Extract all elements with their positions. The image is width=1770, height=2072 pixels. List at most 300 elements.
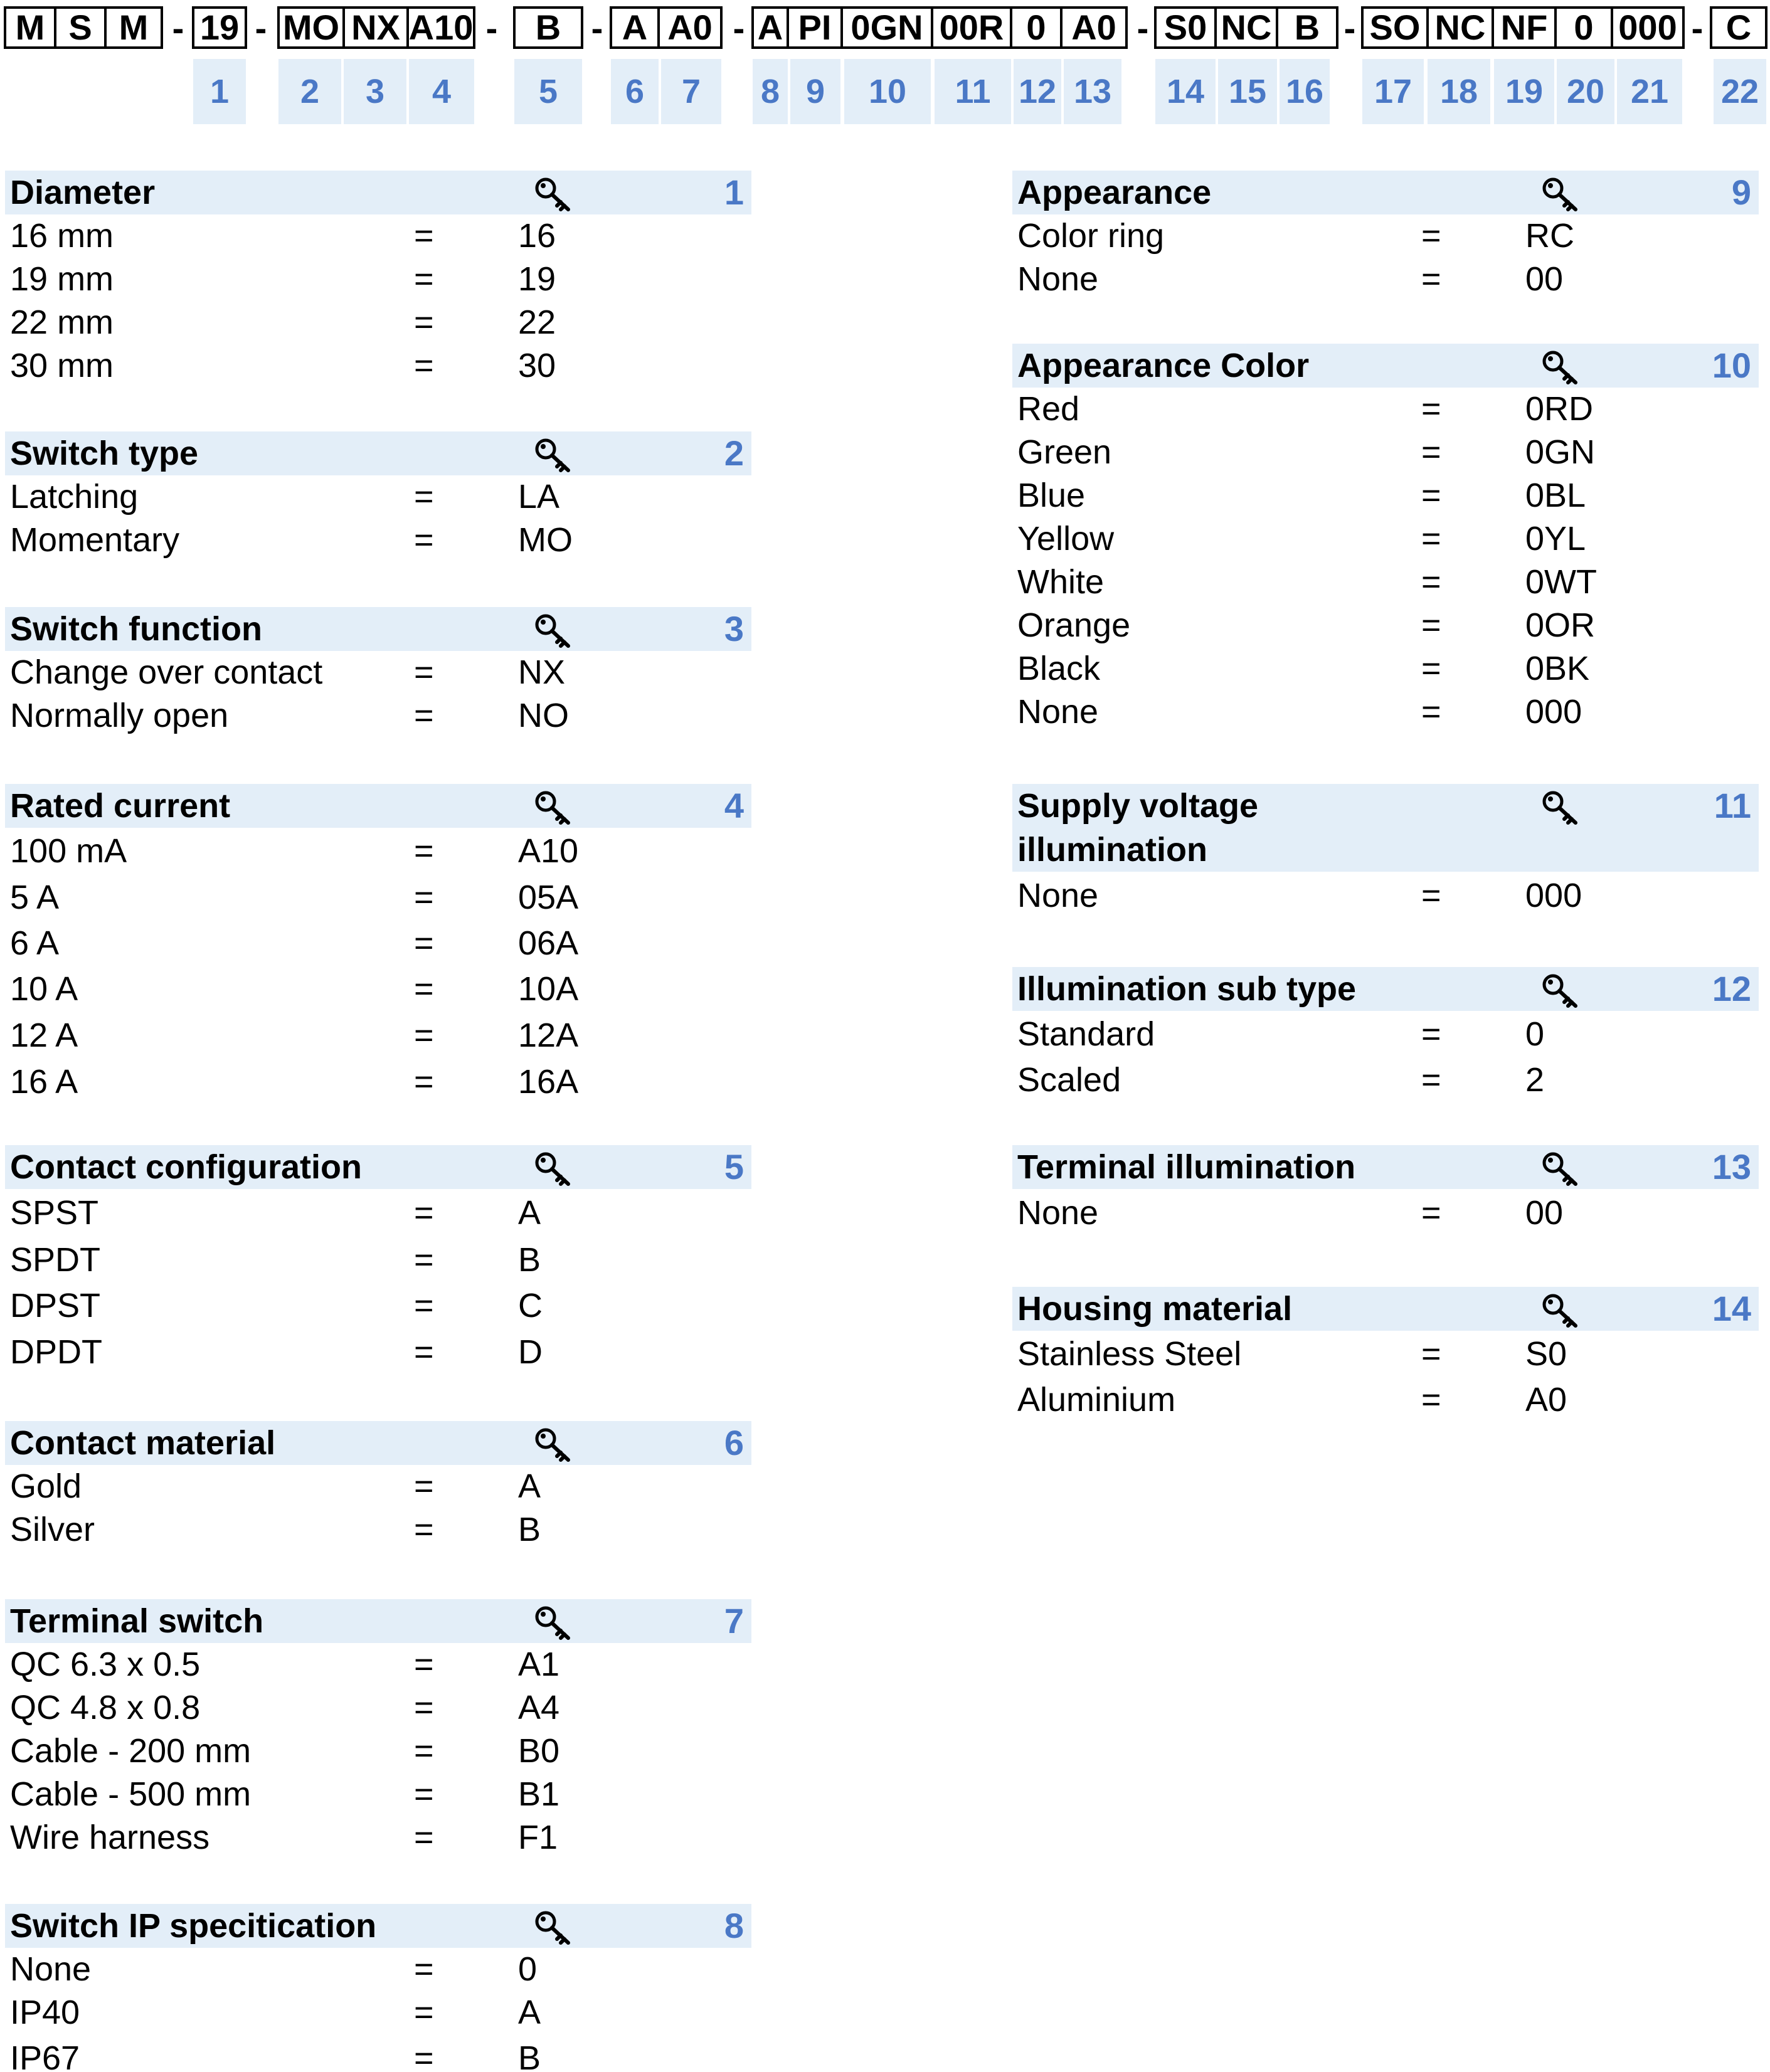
section-title: Switch IP specitication xyxy=(10,1907,377,1945)
section-contact-material xyxy=(5,1421,751,1551)
code-box: 0GN xyxy=(840,6,933,49)
option-label: None xyxy=(1017,260,1099,298)
option-row xyxy=(5,2034,751,2071)
section-number: 7 xyxy=(724,1601,744,1641)
option-row xyxy=(5,1283,751,1328)
code-box: A10 xyxy=(406,6,475,49)
equals-sign: = xyxy=(1421,433,1441,471)
section-header xyxy=(5,431,751,475)
equals-sign: = xyxy=(414,924,434,962)
equals-sign: = xyxy=(1421,477,1441,514)
code-box: MO xyxy=(277,6,345,49)
section-header xyxy=(5,1145,751,1189)
option-code: 19 xyxy=(518,260,556,298)
code-box: 000 xyxy=(1611,6,1685,49)
code-position-number: 10 xyxy=(844,59,931,124)
option-row xyxy=(1012,431,1759,474)
section-number: 11 xyxy=(1714,786,1751,825)
equals-sign: = xyxy=(414,1333,434,1371)
option-label: 5 A xyxy=(10,879,60,916)
code-position-number: 9 xyxy=(790,59,840,124)
equals-sign: = xyxy=(414,1775,434,1813)
equals-sign: = xyxy=(414,1467,434,1505)
option-row xyxy=(1012,517,1759,561)
option-code: S0 xyxy=(1525,1335,1567,1373)
option-row xyxy=(1012,1057,1759,1102)
section-title: Appearance xyxy=(1017,174,1212,211)
section-number: 5 xyxy=(724,1147,744,1187)
option-label: Yellow xyxy=(1017,520,1115,558)
option-code: 06A xyxy=(518,924,579,962)
option-code: 0BL xyxy=(1525,477,1586,514)
code-position-number: 21 xyxy=(1617,59,1682,124)
option-label: Normally open xyxy=(10,697,229,734)
code-position-number: 20 xyxy=(1557,59,1614,124)
option-label: Black xyxy=(1017,650,1101,687)
option-row xyxy=(5,921,751,966)
section-title: illumination xyxy=(1017,831,1207,869)
option-code: A0 xyxy=(1525,1381,1567,1419)
section-number: 10 xyxy=(1712,346,1751,385)
option-code: 00 xyxy=(1525,1194,1564,1232)
key-icon xyxy=(1540,789,1581,827)
option-label: 16 mm xyxy=(10,217,114,255)
section-appearance xyxy=(1012,171,1759,301)
section-diameter xyxy=(5,171,751,388)
option-row xyxy=(5,694,751,737)
option-row xyxy=(5,1012,751,1059)
code-box: 19 xyxy=(192,6,247,49)
section-number: 3 xyxy=(724,609,744,648)
code-position-number: 2 xyxy=(278,59,341,124)
section-header xyxy=(5,784,751,828)
option-code: 0GN xyxy=(1525,433,1596,471)
code-position-number: 7 xyxy=(661,59,721,124)
code-box: A0 xyxy=(1060,6,1128,49)
section-title: Illumination sub type xyxy=(1017,970,1357,1008)
option-row xyxy=(5,1508,751,1551)
section-switch-type xyxy=(5,431,751,562)
section-header xyxy=(1012,784,1759,872)
option-row xyxy=(5,344,751,388)
equals-sign: = xyxy=(1421,390,1441,428)
section-title: Contact material xyxy=(10,1424,276,1462)
option-code: A xyxy=(518,1994,541,2031)
option-code: 12A xyxy=(518,1017,579,1054)
code-position-number: 6 xyxy=(611,59,659,124)
option-row xyxy=(1012,647,1759,690)
code-box: 0 xyxy=(1554,6,1613,49)
option-row xyxy=(5,1948,751,1991)
option-row xyxy=(5,1465,751,1508)
code-position-number: 17 xyxy=(1362,59,1424,124)
code-position-number: 13 xyxy=(1064,59,1121,124)
equals-sign: = xyxy=(414,1194,434,1232)
section-number: 13 xyxy=(1712,1147,1751,1187)
option-label: 10 A xyxy=(10,970,78,1008)
option-label: DPDT xyxy=(10,1333,102,1371)
equals-sign: = xyxy=(1421,1335,1441,1373)
option-code: MO xyxy=(518,521,573,559)
code-position-number: 19 xyxy=(1494,59,1554,124)
option-code: 22 xyxy=(518,304,556,341)
code-position-number: 18 xyxy=(1428,59,1490,124)
section-header xyxy=(1012,171,1759,214)
section-header xyxy=(5,171,751,214)
section-number: 8 xyxy=(724,1906,744,1945)
section-title: Terminal switch xyxy=(10,1602,264,1640)
option-code: 05A xyxy=(518,879,579,916)
option-code: A1 xyxy=(518,1646,560,1683)
option-label: None xyxy=(1017,1194,1099,1232)
equals-sign: = xyxy=(414,521,434,559)
option-row xyxy=(5,475,751,519)
equals-sign: = xyxy=(414,1732,434,1770)
code-separator: - xyxy=(733,8,745,48)
section-title: Terminal illumination xyxy=(1017,1148,1356,1186)
code-position-number: 22 xyxy=(1714,59,1766,124)
section-number: 4 xyxy=(724,786,744,825)
option-code: 0WT xyxy=(1525,563,1597,601)
option-row xyxy=(5,966,751,1012)
equals-sign: = xyxy=(414,478,434,515)
equals-sign: = xyxy=(414,1950,434,1988)
code-bar xyxy=(0,0,1770,132)
equals-sign: = xyxy=(414,832,434,870)
option-label: Scaled xyxy=(1017,1061,1121,1099)
key-icon xyxy=(533,1604,573,1642)
option-label: 22 mm xyxy=(10,304,114,341)
option-label: 12 A xyxy=(10,1017,78,1054)
code-box: C xyxy=(1710,6,1767,49)
equals-sign: = xyxy=(414,1017,434,1054)
option-label: 19 mm xyxy=(10,260,114,298)
equals-sign: = xyxy=(414,1241,434,1279)
option-code: A4 xyxy=(518,1689,560,1726)
option-code: 16A xyxy=(518,1063,579,1101)
code-box: A0 xyxy=(657,6,723,49)
equals-sign: = xyxy=(1421,563,1441,601)
option-row xyxy=(5,301,751,344)
option-label: Orange xyxy=(1017,606,1131,644)
code-separator: - xyxy=(591,8,603,48)
section-contact-configuration xyxy=(5,1145,751,1376)
option-row xyxy=(5,1773,751,1816)
code-box: S xyxy=(54,6,107,49)
equals-sign: = xyxy=(414,1511,434,1548)
key-icon xyxy=(533,436,573,474)
section-title: Housing material xyxy=(1017,1290,1293,1328)
option-label: 30 mm xyxy=(10,347,114,384)
equals-sign: = xyxy=(414,347,434,384)
option-row xyxy=(5,1991,751,2034)
equals-sign: = xyxy=(414,697,434,734)
option-code: 0OR xyxy=(1525,606,1596,644)
option-label: IP40 xyxy=(10,1994,80,2031)
code-box: NF xyxy=(1492,6,1557,49)
code-box: SO xyxy=(1361,6,1429,49)
section-header xyxy=(5,607,751,651)
code-box: S0 xyxy=(1154,6,1217,49)
key-icon xyxy=(1540,176,1581,213)
code-separator: - xyxy=(485,8,498,48)
code-separator: - xyxy=(1137,8,1149,48)
option-label: None xyxy=(1017,877,1099,914)
option-code: D xyxy=(518,1333,543,1371)
code-position-number: 12 xyxy=(1014,59,1061,124)
option-label: Cable - 500 mm xyxy=(10,1775,252,1813)
option-row xyxy=(5,519,751,562)
option-label: Wire harness xyxy=(10,1819,210,1856)
option-code: 000 xyxy=(1525,877,1582,914)
code-box: A xyxy=(610,6,660,49)
option-label: 6 A xyxy=(10,924,60,962)
equals-sign: = xyxy=(1421,520,1441,558)
section-header xyxy=(1012,344,1759,388)
option-label: QC 4.8 x 0.8 xyxy=(10,1689,201,1726)
option-label: Stainless Steel xyxy=(1017,1335,1242,1373)
option-label: Green xyxy=(1017,433,1112,471)
equals-sign: = xyxy=(414,217,434,255)
option-code: 30 xyxy=(518,347,556,384)
option-code: LA xyxy=(518,478,560,515)
option-code: B xyxy=(518,1241,541,1279)
option-code: A10 xyxy=(518,832,579,870)
option-label: Red xyxy=(1017,390,1080,428)
option-code: 0BK xyxy=(1525,650,1590,687)
option-row xyxy=(5,258,751,301)
option-row xyxy=(5,874,751,921)
option-row xyxy=(5,1059,751,1105)
option-row xyxy=(1012,1377,1759,1422)
section-header xyxy=(5,1599,751,1643)
equals-sign: = xyxy=(1421,1061,1441,1099)
option-code: B xyxy=(518,1511,541,1548)
option-row xyxy=(5,1237,751,1283)
section-header xyxy=(5,1904,751,1948)
equals-sign: = xyxy=(1421,260,1441,298)
code-box: A xyxy=(751,6,789,49)
code-position-number: 4 xyxy=(409,59,474,124)
option-row xyxy=(5,1189,751,1237)
section-housing-material xyxy=(1012,1287,1759,1422)
section-switch-ip-specification xyxy=(5,1904,751,2071)
option-label: Change over contact xyxy=(10,653,323,691)
option-code: 2 xyxy=(1525,1061,1545,1099)
option-label: None xyxy=(10,1950,92,1988)
code-separator: - xyxy=(1343,8,1356,48)
option-code: A xyxy=(518,1467,541,1505)
code-box: NX xyxy=(342,6,409,49)
code-separator: - xyxy=(172,8,184,48)
option-code: 0RD xyxy=(1525,390,1594,428)
option-row xyxy=(1012,561,1759,604)
key-icon xyxy=(533,176,573,213)
section-header xyxy=(1012,1287,1759,1331)
option-code: RC xyxy=(1525,217,1574,255)
section-illumination-sub-type xyxy=(1012,967,1759,1102)
equals-sign: = xyxy=(414,1819,434,1856)
code-box: B xyxy=(1276,6,1338,49)
code-box: B xyxy=(513,6,583,49)
section-title: Diameter xyxy=(10,174,156,211)
equals-sign: = xyxy=(1421,877,1441,914)
option-label: SPDT xyxy=(10,1241,101,1279)
code-separator: - xyxy=(255,8,267,48)
option-code: B0 xyxy=(518,1732,560,1770)
section-switch-function xyxy=(5,607,751,737)
option-label: White xyxy=(1017,563,1105,601)
key-icon xyxy=(533,1426,573,1464)
section-number: 14 xyxy=(1712,1289,1751,1328)
option-row xyxy=(1012,604,1759,647)
section-title: Rated current xyxy=(10,787,231,825)
code-position-number: 1 xyxy=(193,59,246,124)
code-box: M xyxy=(4,6,56,49)
option-label: Color ring xyxy=(1017,217,1165,255)
code-box: NC xyxy=(1426,6,1494,49)
equals-sign: = xyxy=(414,1646,434,1683)
section-title: Switch type xyxy=(10,435,199,472)
option-code: 000 xyxy=(1525,693,1582,731)
section-number: 1 xyxy=(724,172,744,212)
option-label: None xyxy=(1017,693,1099,731)
section-title: Switch function xyxy=(10,610,262,648)
key-icon xyxy=(1540,1292,1581,1329)
equals-sign: = xyxy=(414,653,434,691)
option-label: 100 mA xyxy=(10,832,127,870)
option-code: NO xyxy=(518,697,569,734)
equals-sign: = xyxy=(414,2039,434,2071)
section-terminal-illumination xyxy=(1012,1145,1759,1237)
key-icon xyxy=(1540,972,1581,1010)
code-separator: - xyxy=(1691,8,1704,48)
equals-sign: = xyxy=(1421,693,1441,731)
equals-sign: = xyxy=(414,1287,434,1324)
option-code: 00 xyxy=(1525,260,1564,298)
option-row xyxy=(1012,690,1759,734)
option-label: Aluminium xyxy=(1017,1381,1176,1419)
option-row xyxy=(5,1730,751,1773)
code-position-number: 5 xyxy=(514,59,582,124)
option-code: A xyxy=(518,1194,541,1232)
option-label: Gold xyxy=(10,1467,82,1505)
key-icon xyxy=(533,1150,573,1188)
section-terminal-switch xyxy=(5,1599,751,1859)
option-label: 16 A xyxy=(10,1063,78,1101)
option-row xyxy=(5,1328,751,1376)
key-icon xyxy=(1540,1150,1581,1188)
option-code: B xyxy=(518,2039,541,2071)
code-box: M xyxy=(104,6,163,49)
option-row xyxy=(5,1643,751,1686)
option-code: 0 xyxy=(1525,1015,1545,1053)
equals-sign: = xyxy=(414,1994,434,2031)
code-position-number: 14 xyxy=(1155,59,1216,124)
option-label: Cable - 200 mm xyxy=(10,1732,252,1770)
option-code: 10A xyxy=(518,970,579,1008)
option-code: 16 xyxy=(518,217,556,255)
option-code: C xyxy=(518,1287,543,1324)
equals-sign: = xyxy=(414,260,434,298)
option-row xyxy=(1012,474,1759,517)
equals-sign: = xyxy=(1421,1381,1441,1419)
section-number: 9 xyxy=(1731,172,1751,212)
option-label: Latching xyxy=(10,478,139,515)
option-label: Blue xyxy=(1017,477,1086,514)
section-header xyxy=(5,1421,751,1465)
option-code: NX xyxy=(518,653,566,691)
section-title: Contact configuration xyxy=(10,1148,362,1186)
option-label: Standard xyxy=(1017,1015,1155,1053)
option-label: SPST xyxy=(10,1194,99,1232)
equals-sign: = xyxy=(414,1063,434,1101)
option-label: DPST xyxy=(10,1287,101,1324)
equals-sign: = xyxy=(414,970,434,1008)
option-code: B1 xyxy=(518,1775,560,1813)
equals-sign: = xyxy=(1421,217,1441,255)
option-row xyxy=(1012,1331,1759,1377)
key-icon xyxy=(533,789,573,827)
code-box: 00R xyxy=(931,6,1012,49)
option-label: Momentary xyxy=(10,521,180,559)
section-appearance-color xyxy=(1012,344,1759,734)
option-code: 0 xyxy=(518,1950,538,1988)
option-row xyxy=(5,828,751,874)
option-row xyxy=(5,1816,751,1859)
option-row xyxy=(1012,1189,1759,1237)
code-box: PI xyxy=(787,6,843,49)
section-number: 6 xyxy=(724,1423,744,1462)
code-position-number: 11 xyxy=(935,59,1011,124)
option-label: Silver xyxy=(10,1511,95,1548)
equals-sign: = xyxy=(414,1689,434,1726)
equals-sign: = xyxy=(1421,1194,1441,1232)
section-header xyxy=(1012,967,1759,1011)
code-position-number: 16 xyxy=(1280,59,1330,124)
option-label: IP67 xyxy=(10,2039,80,2071)
equals-sign: = xyxy=(414,879,434,916)
equals-sign: = xyxy=(1421,1015,1441,1053)
key-icon xyxy=(533,612,573,650)
option-row xyxy=(1012,872,1759,919)
option-label: QC 6.3 x 0.5 xyxy=(10,1646,201,1683)
option-row xyxy=(1012,1011,1759,1057)
option-row xyxy=(1012,258,1759,301)
code-position-number: 8 xyxy=(753,59,788,124)
section-title: Appearance Color xyxy=(1017,347,1310,384)
option-row xyxy=(1012,214,1759,258)
code-box: NC xyxy=(1214,6,1278,49)
option-row xyxy=(5,651,751,694)
option-code: 0YL xyxy=(1525,520,1586,558)
section-header xyxy=(1012,1145,1759,1189)
section-rated-current xyxy=(5,784,751,1105)
key-icon xyxy=(1540,349,1581,386)
code-position-number: 3 xyxy=(344,59,406,124)
section-supply-voltage-illumination xyxy=(1012,784,1759,919)
option-code: F1 xyxy=(518,1819,558,1856)
code-position-number: 15 xyxy=(1218,59,1277,124)
option-row xyxy=(5,214,751,258)
section-number: 12 xyxy=(1712,969,1751,1008)
option-row xyxy=(1012,388,1759,431)
section-number: 2 xyxy=(724,433,744,473)
equals-sign: = xyxy=(1421,606,1441,644)
equals-sign: = xyxy=(414,304,434,341)
code-box: 0 xyxy=(1010,6,1063,49)
key-icon xyxy=(533,1909,573,1947)
